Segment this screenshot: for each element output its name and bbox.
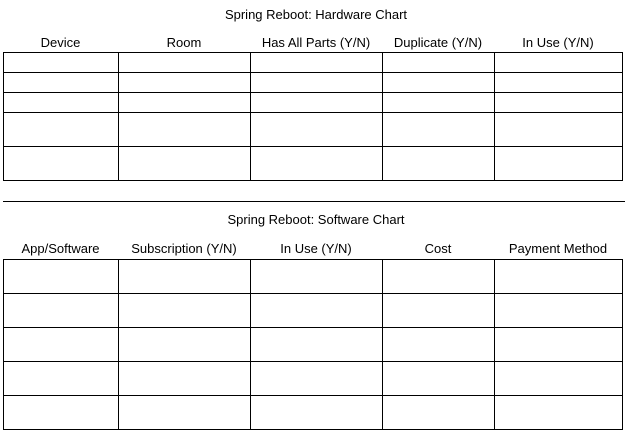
table-cell[interactable]: [119, 147, 251, 181]
table-cell[interactable]: [383, 113, 495, 147]
hardware-table: [3, 52, 623, 181]
table-cell[interactable]: [495, 362, 623, 396]
table-cell[interactable]: [495, 73, 623, 93]
software-col-app: App/Software: [21, 241, 100, 256]
table-cell[interactable]: [4, 53, 119, 73]
table-cell[interactable]: [119, 53, 251, 73]
table-cell[interactable]: [495, 93, 623, 113]
table-cell[interactable]: [4, 294, 119, 328]
table-row: [4, 147, 623, 181]
table-cell[interactable]: [495, 53, 623, 73]
section-divider: [3, 201, 625, 202]
table-cell[interactable]: [383, 73, 495, 93]
software-header-row: [0, 241, 632, 257]
table-cell[interactable]: [495, 113, 623, 147]
table-cell[interactable]: [4, 328, 119, 362]
table-cell[interactable]: [119, 260, 251, 294]
table-cell[interactable]: [251, 53, 383, 73]
hardware-chart-title: Spring Reboot: Hardware Chart: [224, 7, 408, 22]
hardware-col-in-use: In Use (Y/N): [522, 35, 594, 50]
table-row: [4, 362, 623, 396]
software-col-in-use: In Use (Y/N): [280, 241, 352, 256]
table-cell[interactable]: [495, 147, 623, 181]
table-cell[interactable]: [251, 113, 383, 147]
table-cell[interactable]: [495, 294, 623, 328]
table-cell[interactable]: [383, 53, 495, 73]
table-cell[interactable]: [119, 93, 251, 113]
table-cell[interactable]: [4, 93, 119, 113]
table-cell[interactable]: [495, 396, 623, 430]
table-cell[interactable]: [383, 362, 495, 396]
software-table: [3, 259, 623, 430]
table-cell[interactable]: [119, 73, 251, 93]
software-col-payment-method: Payment Method: [508, 241, 608, 256]
table-row: [4, 113, 623, 147]
table-row: [4, 396, 623, 430]
table-cell[interactable]: [119, 294, 251, 328]
table-row: [4, 260, 623, 294]
table-cell[interactable]: [251, 328, 383, 362]
table-cell[interactable]: [495, 328, 623, 362]
table-cell[interactable]: [4, 362, 119, 396]
table-cell[interactable]: [251, 260, 383, 294]
hardware-col-device: Device: [40, 35, 81, 50]
software-chart-title: Spring Reboot: Software Chart: [227, 212, 405, 227]
table-cell[interactable]: [119, 328, 251, 362]
table-row: [4, 328, 623, 362]
table-row: [4, 93, 623, 113]
table-row: [4, 294, 623, 328]
table-cell[interactable]: [4, 113, 119, 147]
table-cell[interactable]: [4, 396, 119, 430]
table-cell[interactable]: [4, 73, 119, 93]
table-cell[interactable]: [251, 362, 383, 396]
table-cell[interactable]: [251, 396, 383, 430]
table-cell[interactable]: [119, 113, 251, 147]
table-cell[interactable]: [383, 260, 495, 294]
table-cell[interactable]: [119, 396, 251, 430]
hardware-col-room: Room: [166, 35, 202, 50]
table-cell[interactable]: [251, 93, 383, 113]
hardware-col-has-all-parts: Has All Parts (Y/N): [261, 35, 371, 50]
table-cell[interactable]: [383, 294, 495, 328]
table-cell[interactable]: [119, 362, 251, 396]
table-cell[interactable]: [383, 328, 495, 362]
table-cell[interactable]: [383, 396, 495, 430]
table-cell[interactable]: [4, 260, 119, 294]
table-cell[interactable]: [383, 147, 495, 181]
software-col-cost: Cost: [424, 241, 452, 256]
table-cell[interactable]: [383, 93, 495, 113]
software-col-subscription: Subscription (Y/N): [131, 241, 237, 256]
table-row: [4, 73, 623, 93]
hardware-header-row: [0, 35, 632, 51]
table-cell[interactable]: [495, 260, 623, 294]
table-cell[interactable]: [251, 294, 383, 328]
table-cell[interactable]: [4, 147, 119, 181]
table-cell[interactable]: [251, 73, 383, 93]
table-cell[interactable]: [251, 147, 383, 181]
hardware-col-duplicate: Duplicate (Y/N): [393, 35, 483, 50]
table-row: [4, 53, 623, 73]
